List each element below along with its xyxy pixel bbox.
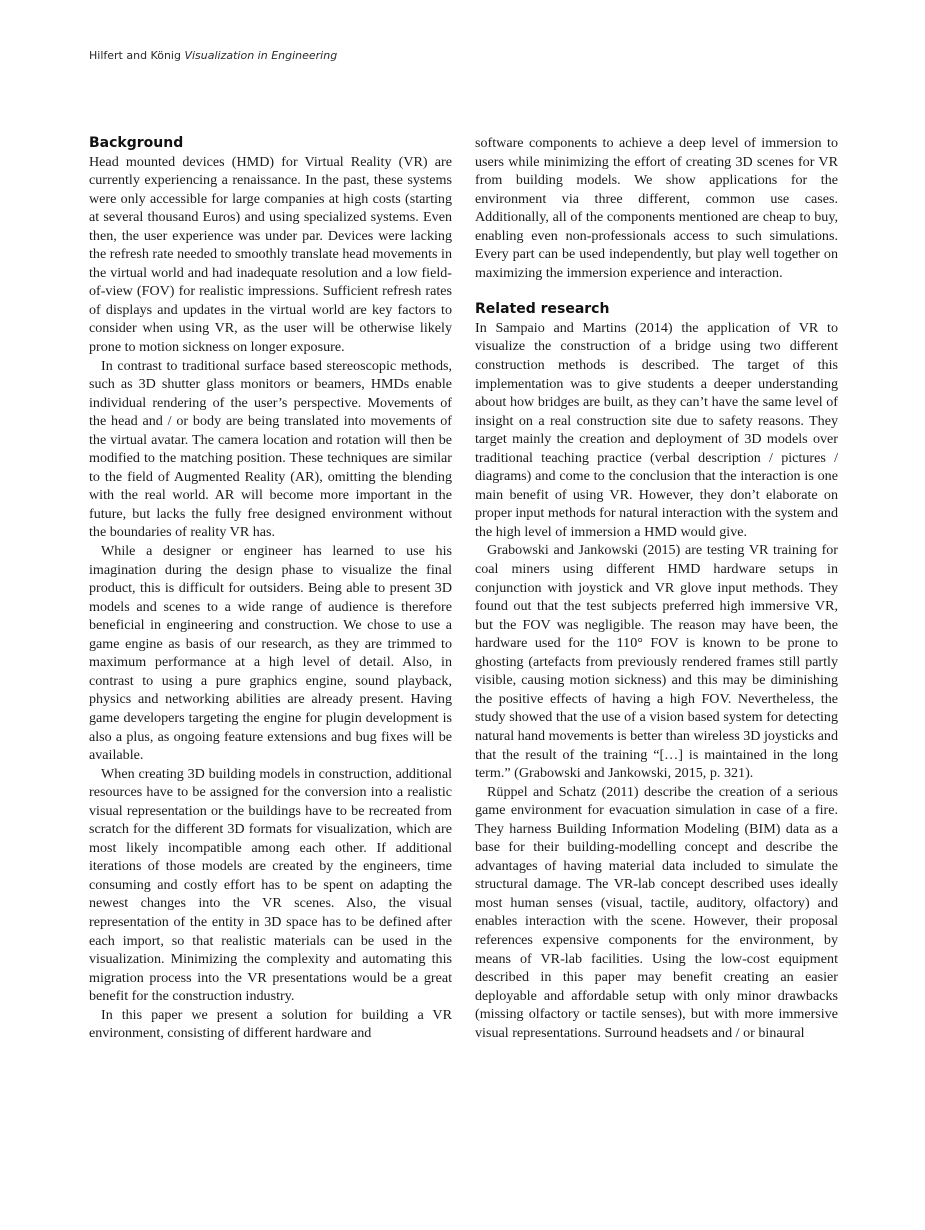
paragraph: In Sampaio and Martins (2014) the application of VR to visualize the construction of a bridge using two different construction methods is described. The target of this implementation was to give students a deeper understanding about how bridges are built, as they can’t have the same level of insight on a real construction site due to safety reasons. They target mainly the creation and deployment of 3D models over traditional teaching practice (verbal description / pictures / diagrams) and come to the conclusion that the interaction is one main benefit of using VR. However, they don’t elaborate on proper input methods for natural interaction with the system and the high level of immersion a HMD would give. [475,319,838,540]
section-heading-background: Background [89,135,184,151]
header-journal: Visualization in Engineering [184,49,338,62]
right-column [475,134,838,1042]
left-column [89,134,452,1043]
paragraph: Head mounted devices (HMD) for Virtual Reality (VR) are currently experiencing a renaissance. In the past, these systems were only accessible for large companies at high costs (starting at several thousand Euros) and using specialized systems. Even then, the user experience was under par. Devices were lacking the refresh rate needed to smoothly translate head movements in the virtual world and had inadequate resolution and a low field-of-view (FOV) for realistic impressions. Sufficient refresh rates of displays and updates in the virtual world are key factors to consider when using VR, as the user will be otherwise likely prone to motion sickness on longer exposure. [89,153,452,356]
paragraph: Grabowski and Jankowski (2015) are testing VR training for coal miners using different HMD hardware setups in conjunction with joystick and VR glove input methods. They found out that the test subjects preferred high immersive VR, but the FOV was negligible. The reason may have been, the hardware used for the 110° FOV is known to be prone to ghosting (artefacts from previously rendered frames still partly visible, causing motion sickness) and this may be diminishing the positive effects of having a high FOV. Nevertheless, the study showed that the use of a vision based system for detecting natural hand movements is better than wireless 3D joysticks and that the result of the training “[…] is maintained in the long term.” (Grabowski and Jankowski, 2015, p. 321). [475,542,838,782]
running-header [89,49,337,62]
header-authors: Hilfert and König [89,49,181,62]
paragraph: software components to achieve a deep level of immersion to users while minimizing the effort of creating 3D scenes for VR from building models. We show applications for the environment via three different, common use cases. Additionally, all of the components mentioned are cheap to buy, enabling even non-professionals access to such simulations. Every part can be used independently, but play well together on maximizing the immersion experience and interaction. [475,135,838,281]
paragraph: In this paper we present a solution for building a VR environment, consisting of different hardware and [89,1006,452,1042]
paragraph: When creating 3D building models in construction, additional resources have to be assigned for the conversion into a realistic visual representation or the buildings have to be recreated from scratch for the different 3D formats for visualization, which are most likely incompatible among each other. If additional iterations of those models are created by the engineers, time consuming and costly effort has to be spent on adapting the newest changes into the VR scenes. Also, the visual representation of the entity in 3D space has to be defined after each import, so that realistic materials can be used in the visualization. Minimizing the complexity and automating this migration process into the VR presentations would be a great benefit for the construction industry. [89,765,452,1005]
paragraph: In contrast to traditional surface based stereoscopic methods, such as 3D shutter glass monitors or beamers, HMDs enable individual rendering of the user’s perspective. Movements of the head and / or body are being translated into movements of the virtual avatar. The camera location and rotation will then be modified to the matching position. These techniques are similar to the field of Augmented Reality (AR), omitting the blending with the real world. AR will become more important in the future, but lacks the fully free designed environment without the boundaries of reality VR has. [89,357,452,541]
paragraph: Rüppel and Schatz (2011) describe the creation of a serious game environment for evacuation simulation in case of a fire. They harness Building Information Modeling (BIM) data as a base for their building-modelling concept and describe the advantages of having material data included to simulate the structural damage. The VR-lab concept described uses ideally most human senses (visual, tactile, auditory, olfactory) and enables interaction with the scene. However, their proposal references expensive components for the environment, by means of VR-lab facilities. Using the low-cost equipment described in this paper may benefit creating an easier deployable and affordable setup with only minor drawbacks (missing olfactory or tactile senses), but with more immersive visual representations. Surround headsets and / or binaural [475,783,838,1041]
section-gap [475,282,838,300]
section-heading-related-research: Related research [475,301,610,318]
paragraph: While a designer or engineer has learned to use his imagination during the design phase to visualize the final product, this is difficult for outsiders. Being able to present 3D models and scenes to a wide range of audience is therefore beneficial in engineering and construction. We chose to use a game engine as basis of our research, as they are trimmed to maximum performance at a high level of detail. Also, in contrast to using a pure graphics engine, sound playback, physics and networking abilities are already present. Having game developers targeting the engine for plugin development is also a plus, as ongoing feature extensions and bug fixes will be available. [89,543,452,764]
